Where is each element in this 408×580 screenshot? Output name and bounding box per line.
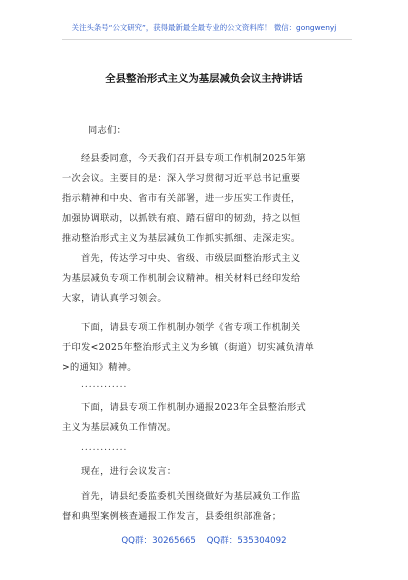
- paragraph-line: 首先，请县纪委监委机关围绕做好为基层减负工作监: [81, 491, 301, 502]
- footer-contact: [0, 534, 408, 546]
- ellipsis-2: ............: [81, 443, 128, 453]
- paragraph-line: 为基层减负专项工作机制会议精神。相关材料已经印发给: [62, 273, 301, 284]
- document-title: 全县整治形式主义为基层减负会议主持讲话: [105, 73, 303, 85]
- paragraph-line: 主义为基层减负工作情况。: [62, 422, 177, 433]
- qq-group-1: QQ群：30265665: [121, 536, 196, 546]
- header-banner: 关注头条号“公文研究”，获得最新最全最专业的公文资料库！ 微信：gongwenyj: [71, 23, 337, 32]
- paragraph-line: 指示精神和中央、省市有关部署，进一步压实工作责任，: [62, 193, 301, 204]
- salutation-text: 同志们：: [88, 125, 127, 136]
- paragraph-line: 加强协调联动，以抓铁有痕、踏石留印的韧劲，持之以恒: [62, 213, 301, 224]
- header-divider: [62, 39, 352, 40]
- ellipsis-1: ............: [81, 380, 128, 390]
- paragraph-line: 现在，进行会议发言：: [81, 466, 177, 477]
- paragraph-line: >的通知》精神。: [62, 362, 137, 373]
- paragraph-line: 首先，传达学习中央、省级、市级层面整治形式主义: [81, 253, 301, 264]
- paragraph-line: 经县委同意，今天我们召开县专项工作机制2025年第: [81, 153, 307, 164]
- paragraph-line: 下面，请县专项工作机制办领学《省专项工作机制关: [81, 322, 301, 333]
- paragraph-line: 大家，请认真学习领会。: [62, 293, 167, 304]
- paragraph-line: 推动整治形式主义为基层减负工作抓实抓细、走深走实。: [62, 233, 301, 244]
- paragraph-line: 一次会议。主要目的是：深入学习贯彻习近平总书记重要: [62, 173, 301, 184]
- paragraph-line: 督和典型案例核查通报工作发言，县委组织部准备；: [62, 511, 282, 522]
- paragraph-line: 于印发<2025年整治形式主义为乡镇（街道）切实减负清单: [62, 342, 315, 353]
- qq-group-2: QQ群：535304092: [206, 536, 287, 546]
- paragraph-line: 下面，请县专项工作机制办通报2023年全县整治形式: [81, 402, 307, 413]
